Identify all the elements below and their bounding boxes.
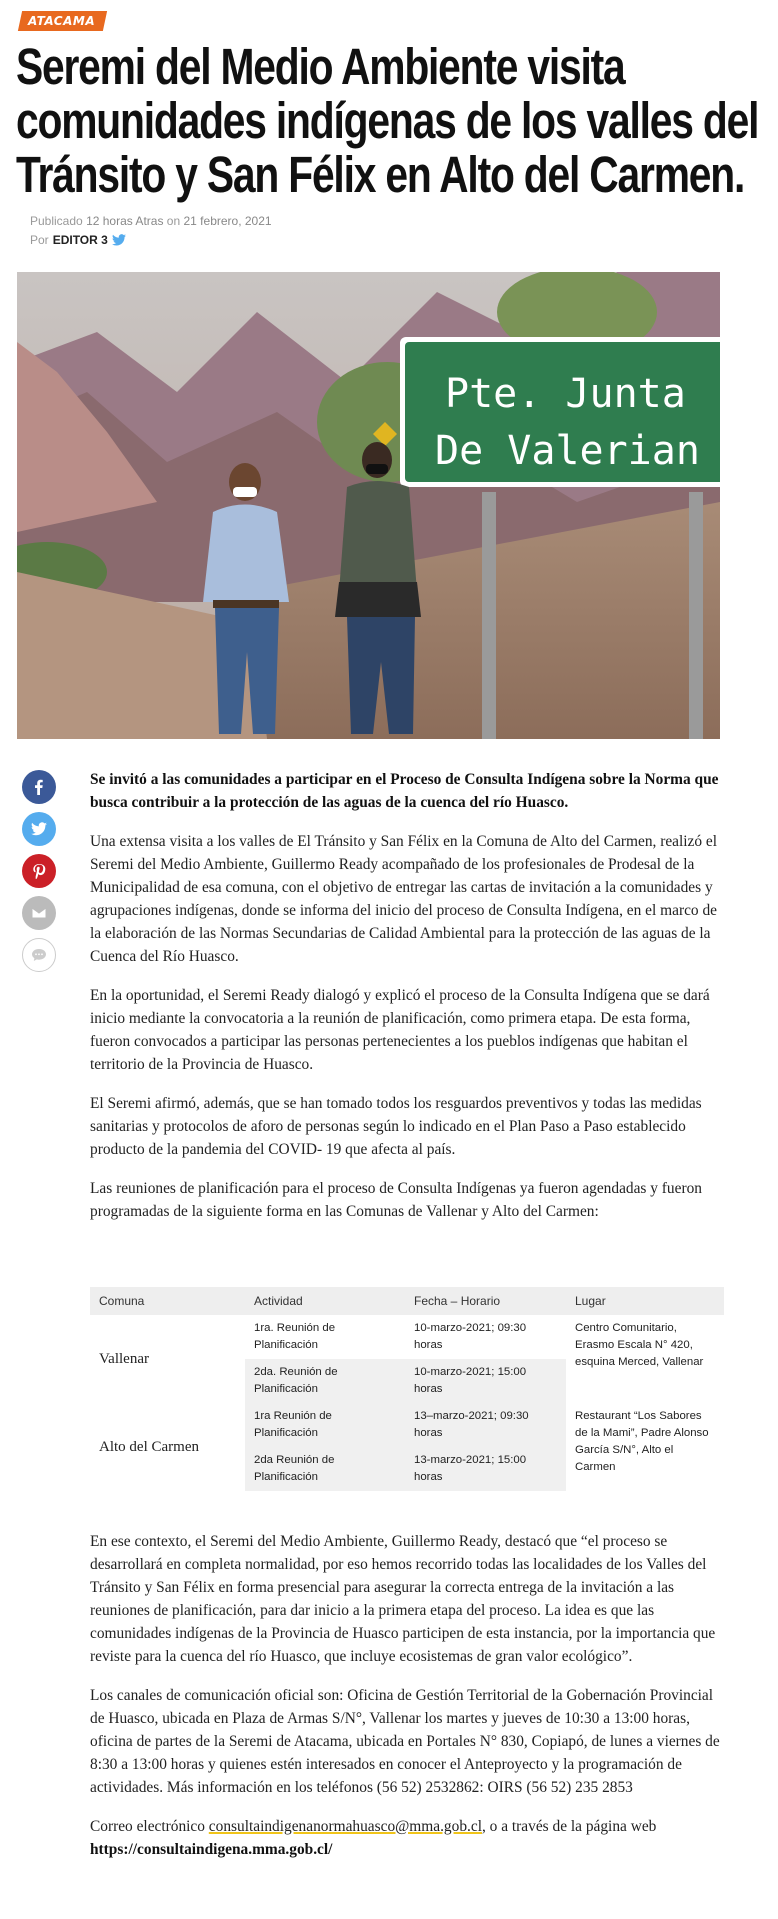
table-header-row — [90, 1287, 724, 1315]
contact-website-link[interactable]: https://consultaindigena.mma.gob.cl/ — [90, 1841, 333, 1858]
article-paragraph: En ese contexto, el Seremi del Medio Ambiente, Guillermo Ready, destacó que “el proceso se desarrollará en completa normalidad, por eso hemos recorrido todas las localidades de los Valles del Tránsito y San Félix en forma presencial para asegurar la correcta entrega de la invitación a las reuniones de planificación, para dar inicio a la primera etapa del proceso. La idea es que las comunidades indígenas de la Provincia de Huasco participen de esta instancia, por la importancia que reviste para la cuenca del río Huasco, que incluye ecosistemas de gran valor ecológico”. — [90, 1533, 716, 1665]
cell-fecha: 13-marzo-2021; 15:00 horas — [405, 1447, 566, 1491]
category-label: ATACAMA — [28, 14, 96, 28]
cell-comuna: Vallenar — [99, 1350, 149, 1367]
twitter-icon — [31, 821, 47, 837]
share-twitter-button[interactable] — [22, 812, 56, 846]
author-info — [30, 233, 126, 247]
article-paragraph: El Seremi afirmó, además, que se han tomado todos los resguardos preventivos y todas las medidas sanitarias y protocolos de aforo de personas según lo indicado en el Plan Paso a Paso establecido producto de la pandemia del COVID- 19 que afecta al país. — [90, 1095, 702, 1158]
sign-text-line1: Pte. Junta — [445, 371, 686, 417]
share-email-button[interactable] — [22, 896, 56, 930]
published-prefix: Publicado — [30, 214, 83, 228]
cell-fecha: 13–marzo-2021; 09:30 horas — [405, 1403, 566, 1447]
published-date: 21 febrero, 2021 — [183, 214, 272, 228]
share-facebook-button[interactable] — [22, 770, 56, 804]
cell-actividad: 1ra Reunión de Planificación — [245, 1403, 405, 1447]
header-fecha: Fecha – Horario — [405, 1287, 566, 1315]
table-row — [90, 1315, 724, 1359]
email-icon — [31, 905, 47, 921]
cell-lugar: Restaurant “Los Sabores de la Mami”, Padre Alonso García S/N°, Alto el Carmen — [575, 1410, 709, 1473]
author-link[interactable]: EDITOR 3 — [52, 233, 108, 247]
cell-fecha: 10-marzo-2021; 09:30 horas — [414, 1322, 527, 1351]
cell-fecha: 10-marzo-2021; 15:00 horas — [405, 1359, 566, 1403]
cell-actividad: 2da. Reunión de Planificación — [245, 1359, 405, 1403]
schedule-table — [90, 1287, 724, 1491]
cell-actividad: 2da Reunión de Planificación — [245, 1447, 405, 1491]
published-ago: 12 horas Atras — [86, 214, 164, 228]
cell-actividad: 1ra. Reunión de Planificación — [254, 1322, 336, 1351]
author-by: Por — [30, 233, 49, 247]
header-actividad: Actividad — [245, 1287, 405, 1315]
facebook-icon — [31, 779, 47, 795]
contact-email-link[interactable]: consultaindigenanormahuasco@mma.gob.cl — [208, 1818, 482, 1835]
twitter-icon[interactable] — [112, 234, 126, 246]
article-body — [90, 768, 726, 1239]
share-pinterest-button[interactable] — [22, 854, 56, 888]
comments-button[interactable] — [22, 938, 56, 972]
article-paragraph: Los canales de comunicación oficial son: Oficina de Gestión Territorial de la Gobernación Provincial de Huasco, ubicada en Plaza de Armas S/N°, Vallenar los martes y jueves de 10:30 a 13:00 horas, oficina de partes de la Seremi de Atacama, ubicada en Portales N° 830, Copiapó, de lunes a viernes de 8:30 a 13:00 horas y quienes estén interesados en conocer el Anteproyecto y la programación de actividades. Más información en los teléfonos (56 52) 2532862: OIRS (56 52) 235 2853 — [90, 1687, 720, 1796]
contact-paragraph — [90, 1815, 726, 1861]
article-paragraph: Una extensa visita a los valles de El Tránsito y San Félix en la Comuna de Alto del Carmen, realizó el Seremi del Medio Ambiente, Guillermo Ready acompañado de los profesionales de Prodesal de la Municipalidad de esa comuna, con el objetivo de entregar las cartas de invitación a la comunidades y agrupaciones indígenas, donde se informa del inicio del proceso de Consulta Indígena, en el marco de la elaboración de las Normas Secundarias de Calidad Ambiental para la protección de las aguas de la Cuenca del Río Huasco. — [90, 833, 718, 965]
hero-illustration — [17, 272, 720, 739]
cell-lugar: Centro Comunitario, Erasmo Escala N° 420, esquina Merced, Vallenar — [575, 1322, 704, 1368]
header-lugar: Lugar — [566, 1287, 724, 1315]
article-body-continued — [90, 1530, 726, 1877]
header-comuna: Comuna — [90, 1287, 245, 1315]
sign-text-line2: De Valerian — [435, 428, 700, 474]
article-paragraph: Las reuniones de planificación para el proceso de Consulta Indígenas ya fueron agendadas y fueron programadas de la siguiente forma en las Comunas de Vallenar y Alto del Carmen: — [90, 1180, 702, 1220]
contact-middle: , o a través de la página web — [481, 1818, 657, 1835]
category-badge[interactable] — [18, 11, 107, 31]
comment-icon — [31, 947, 47, 963]
publish-info — [30, 214, 272, 228]
article-lead: Se invitó a las comunidades a participar en el Proceso de Consulta Indígena sobre la Norma que busca contribuir a la protección de las aguas de la cuenca del río Huasco. — [90, 771, 719, 811]
table-row — [90, 1403, 724, 1447]
contact-prefix: Correo electrónico — [90, 1818, 209, 1835]
cell-comuna: Alto del Carmen — [99, 1438, 199, 1455]
pinterest-icon — [31, 863, 47, 879]
share-bar — [22, 770, 56, 972]
article-paragraph: En la oportunidad, el Seremi Ready dialogó y explicó el proceso de la Consulta Indígena que se dará inicio mediante la convocatoria a la reunión de planificación, como primera etapa. De esta forma, fueron convocados a participar las personas pertenecientes a los pueblos indígenas que habitan el territorio de la Provincia de Huasco. — [90, 987, 710, 1073]
published-on: on — [166, 214, 181, 228]
hero-photo — [17, 272, 720, 739]
article-headline: Seremi del Medio Ambiente visita comunidades indígenas de los valles del Tránsito y San Félix en Alto del Carmen. — [16, 38, 759, 203]
